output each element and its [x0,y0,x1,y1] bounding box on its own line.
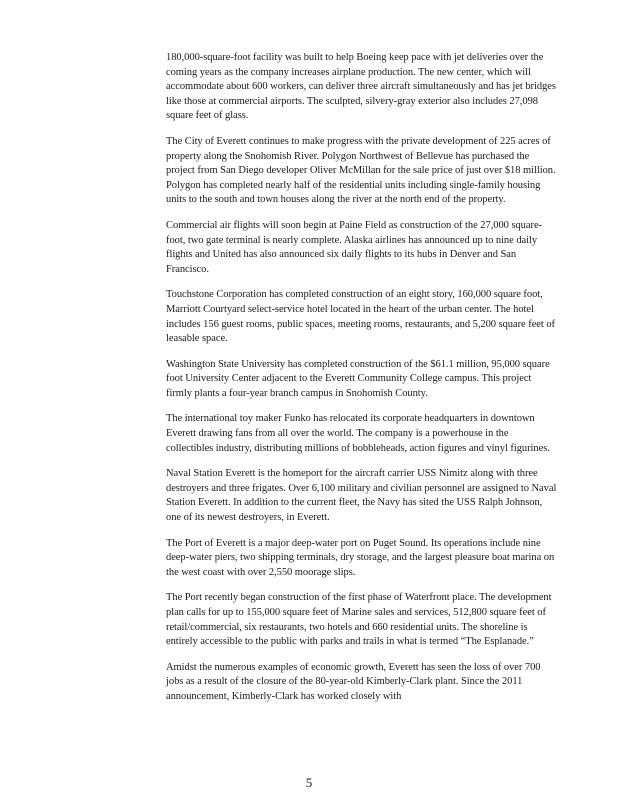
paragraph-marriott-hotel: Touchstone Corporation has completed construction of an eight story, 160,000 square foot, Marriott Courtyard select-service hotel located in the heart of the urban center. The hotel includes 156 guest rooms, public spaces, meeting rooms, restaurants, and 5,200 square feet of leasable space. [166,289,556,345]
paragraph-boeing-facility: 180,000-square-foot facility was built to help Boeing keep pace with jet deliveries over the coming years as the company increases airplane production. The new center, which will accommodate about 600 workers, can deliver three aircraft simultaneously and has jet bridges like those at commercial airports. The sculpted, silvery-gray exterior also includes 27,098 square feet of glass. [166,52,556,122]
paragraph-snohomish-river-development: The City of Everett continues to make progress with the private development of 225 acres of property along the Snohomish River. Polygon Northwest of Bellevue has purchased the project from San Diego developer Oliver McMillan for the sale price of just over $18 million. Polygon has completed nearly half of the residential units including single-family housing units to the south and town houses along the river at the north end of the property. [166,135,556,206]
paragraph-port-of-everett: The Port of Everett is a major deep-water port on Puget Sound. Its operations include nine deep-water piers, two shipping terminals, dry storage, and the largest pleasure boat marina on the west coast with over 2,550 moorage slips. [166,537,555,578]
page-number: 5 [305,775,313,790]
paragraph-naval-station: Naval Station Everett is the homeport for the aircraft carrier USS Nimitz along with three destroyers and three frigates. Over 6,100 military and civilian personnel are assigned to Naval Station Everett. In addition to the current fleet, the Navy has sited the USS Ralph Johnson, one of its newest destroyers, in Everett. [166,468,557,524]
paragraph-waterfront-place: The Port recently began construction of the first phase of Waterfront place. The development plan calls for up to 155,000 square feet of Marine sales and services, 512,800 square feet of retail/commercial, six restaurants, two hotels and 660 residential units. The shoreline is entirely accessible to the public with parks and trails in what is termed “The Esplanade.” [166,592,552,648]
body-text [166,51,558,705]
paragraph-wsu-center: Washington State University has completed construction of the $61.1 million, 95,000 square foot University Center adjacent to the Everett Community College campus. This project firmly plants a four-year branch campus in Snohomish County. [166,358,550,399]
paragraph-paine-field: Commercial air flights will soon begin at Paine Field as construction of the 27,000 square-foot, two gate terminal is nearly complete. Alaska airlines has announced up to nine daily flights and United has also announced six daily flights to its hubs in Denver and San Francisco. [166,219,542,275]
paragraph-funko: The international toy maker Funko has relocated its corporate headquarters in downtown Everett drawing fans from all over the world. The company is a powerhouse in the collectibles industry, distributing millions of bobbleheads, action figures and vinyl figurines. [166,413,550,454]
paragraph-kimberly-clark: Amidst the numerous examples of economic growth, Everett has seen the loss of over 700 jobs as a result of the closure of the 80-year-old Kimberly-Clark plant. Since the 2011 announcement, Kimberly-Clark has worked closely with [166,661,541,702]
